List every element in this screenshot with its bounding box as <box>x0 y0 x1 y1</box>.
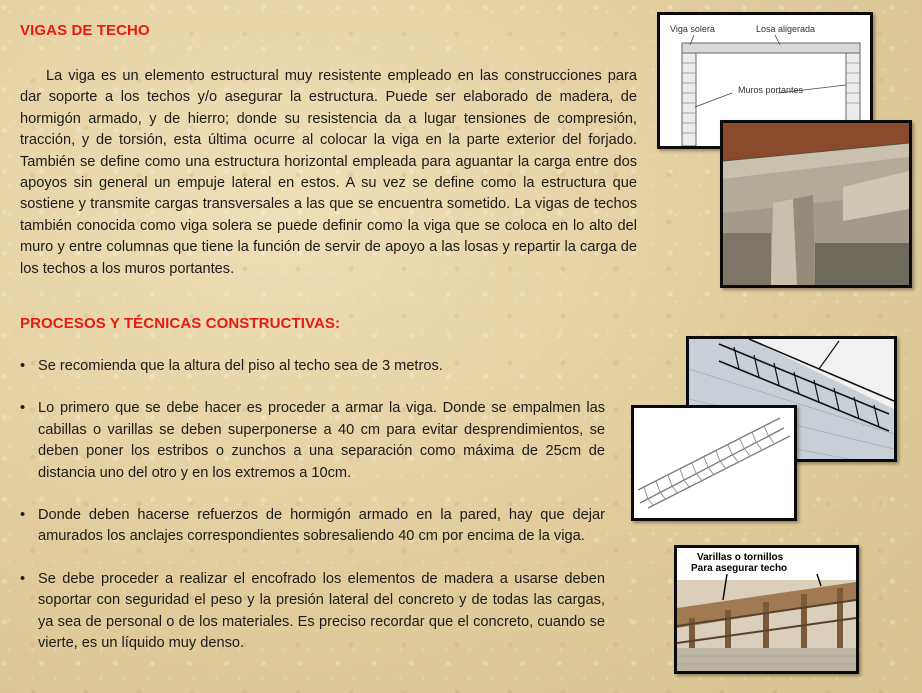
label-muros-portantes: Muros portantes <box>738 85 804 95</box>
formwork-illustration <box>677 548 856 671</box>
list-item: • Se debe proceder a realizar el encofrado los elementos de madera a usarse deben soportar con seguridad el peso y la presión lateral del concreto y de todas las cargas, ya sea de personal o de los materiales. Es preciso recordar que el concreto, cuando se vierte, es un líquido muy denso. <box>20 570 605 652</box>
list-item: • Donde deben hacerse refuerzos de hormigón armado en la pared, hay que dejar amurados los anclajes correspondientes sobresaliendo 40 cm por encima de la viga. <box>20 507 605 545</box>
intro-paragraph: La viga es un elemento estructural muy resistente empleado en las construcciones para dar soporte a los techos y/o asegurar la estructura. Puede ser elaborado de madera, de hormigón armado, y de hierro; donde su resistencia da a lugar tensiones de compresión, tracción, y de torsión, esta última ocurre al colocar la viga en la parte exterior del forjado. También se define como una estructura horizontal empleada para aguantar la carga entre dos apoyos sin general un empuje lateral en estos. A su vez se define como la estructura que sostiene y transmite cargas transversales a las que se encuentra sometido. La vigas de techos también conocida como viga solera se puede definir como la viga que se coloca en lo alto del muro y entre columnas que tiene la función de servir de apoyo a las losas y repartir la carga de los techos a los muros portantes. <box>20 68 637 277</box>
bullet-icon: • <box>20 358 26 374</box>
label-varillas: Varillas o tornillos <box>697 552 784 563</box>
bullet-icon: • <box>20 570 26 587</box>
section-title-procesos: PROCESOS Y TÉCNICAS CONSTRUCTIVAS: <box>20 315 341 332</box>
list-item: • Lo primero que se debe hacer es proceder a armar la viga. Donde se empalmen las cabillas o varillas se deben superponerse a 40 cm para evitar desprendimientos, se deben poner los estribos o zunchos a una separación como máxima de 25cm de distancia uno del otro y en los extremos a 10cm. <box>20 400 605 481</box>
bullet-icon: • <box>20 400 26 417</box>
rebar-truss-photo <box>631 405 797 521</box>
label-asegurar-techo: Para asegurar techo <box>691 563 788 574</box>
section-title-vigas: VIGAS DE TECHO <box>20 22 150 39</box>
concrete-beam-photo <box>720 120 912 288</box>
formwork-photo <box>674 545 859 674</box>
label-losa-aligerada: Losa aligerada <box>756 24 816 34</box>
process-list <box>20 356 605 675</box>
rebar-truss-illustration <box>634 408 794 518</box>
concrete-beam-illustration <box>723 123 909 285</box>
label-viga-solera: Viga solera <box>670 24 715 34</box>
list-item: • Se recomienda que la altura del piso al techo sea de 3 metros. <box>20 356 623 377</box>
bullet-icon: • <box>20 507 26 524</box>
